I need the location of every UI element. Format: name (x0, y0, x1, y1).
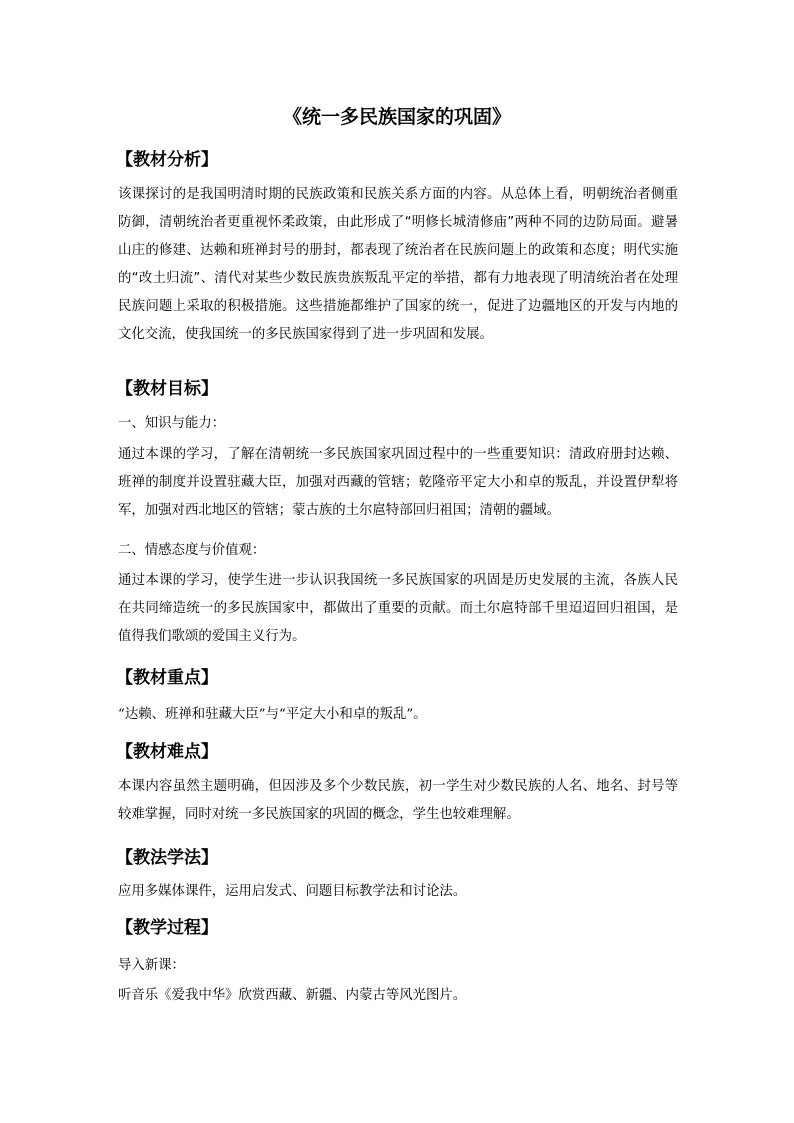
paragraph-analysis: 该课探讨的是我国明清时期的民族政策和民族关系方面的内容。从总体上看，明朝统治者侧重防御，清朝统治者更重视怀柔政策，由此形成了“明修长城清修庙”两种不同的边防局面。避暑山庄的修建、达赖和班禅封号的册封，都表现了统治者在民族问题上的政策和态度；明代实施的“改土归流”、清代对某些少数民族贵族叛乱平定的举措，都有力地表现了明清统治者在处理民族问题上采取的积极措施。这些措施都维护了国家的统一，促进了边疆地区的开发与内地的文化交流，使我国统一的多民族国家得到了进一步巩固和发展。 (118, 187, 678, 342)
heading-goals: 【教材目标】 (116, 379, 218, 399)
paragraph-intro: 听音乐《爱我中华》欣赏西藏、新疆、内蒙古等风光图片。 (118, 988, 467, 1003)
subheading-intro: 导入新课： (118, 958, 185, 973)
heading-analysis: 【教材分析】 (116, 150, 218, 170)
document-title: 《统一多民族国家的巩固》 (282, 106, 511, 128)
subheading-knowledge: 一、知识与能力： (118, 416, 226, 431)
paragraph-knowledge: 通过本课的学习，了解在清朝统一多民族国家巩固过程中的一些重要知识：清政府册封达赖、班禅的制度并设置驻藏大臣，加强对西藏的管辖；乾隆帝平定大小和卓的叛乱，并设置伊犁将军，加强对西北地区的管辖；蒙古族的土尔扈特部回归祖国；清朝的疆域。 (118, 447, 678, 518)
heading-difficulties: 【教材难点】 (116, 742, 218, 762)
paragraph-attitude: 通过本课的学习，使学生进一步认识我国统一多民族国家的巩固是历史发展的主流，各族人民在共同缔造统一的多民族国家中，都做出了重要的贡献。而土尔扈特部千里迢迢回归祖国，是值得我们歌颂的爱国主义行为。 (118, 573, 678, 644)
paragraph-difficulties: 本课内容虽然主题明确，但因涉及多个少数民族，初一学生对少数民族的人名、地名、封号等较难掌握，同时对统一多民族国家的巩固的概念，学生也较难理解。 (118, 779, 678, 822)
paragraph-key-points: “达赖、班禅和驻藏大臣”与“平定大小和卓的叛乱”。 (118, 707, 427, 722)
paragraph-methods: 应用多媒体课件，运用启发式、问题目标教学法和讨论法。 (118, 884, 467, 899)
heading-process: 【教学过程】 (116, 918, 218, 938)
subheading-attitude: 二、情感态度与价值观： (118, 543, 266, 558)
heading-methods: 【教法学法】 (116, 848, 218, 868)
heading-key-points: 【教材重点】 (116, 668, 218, 688)
